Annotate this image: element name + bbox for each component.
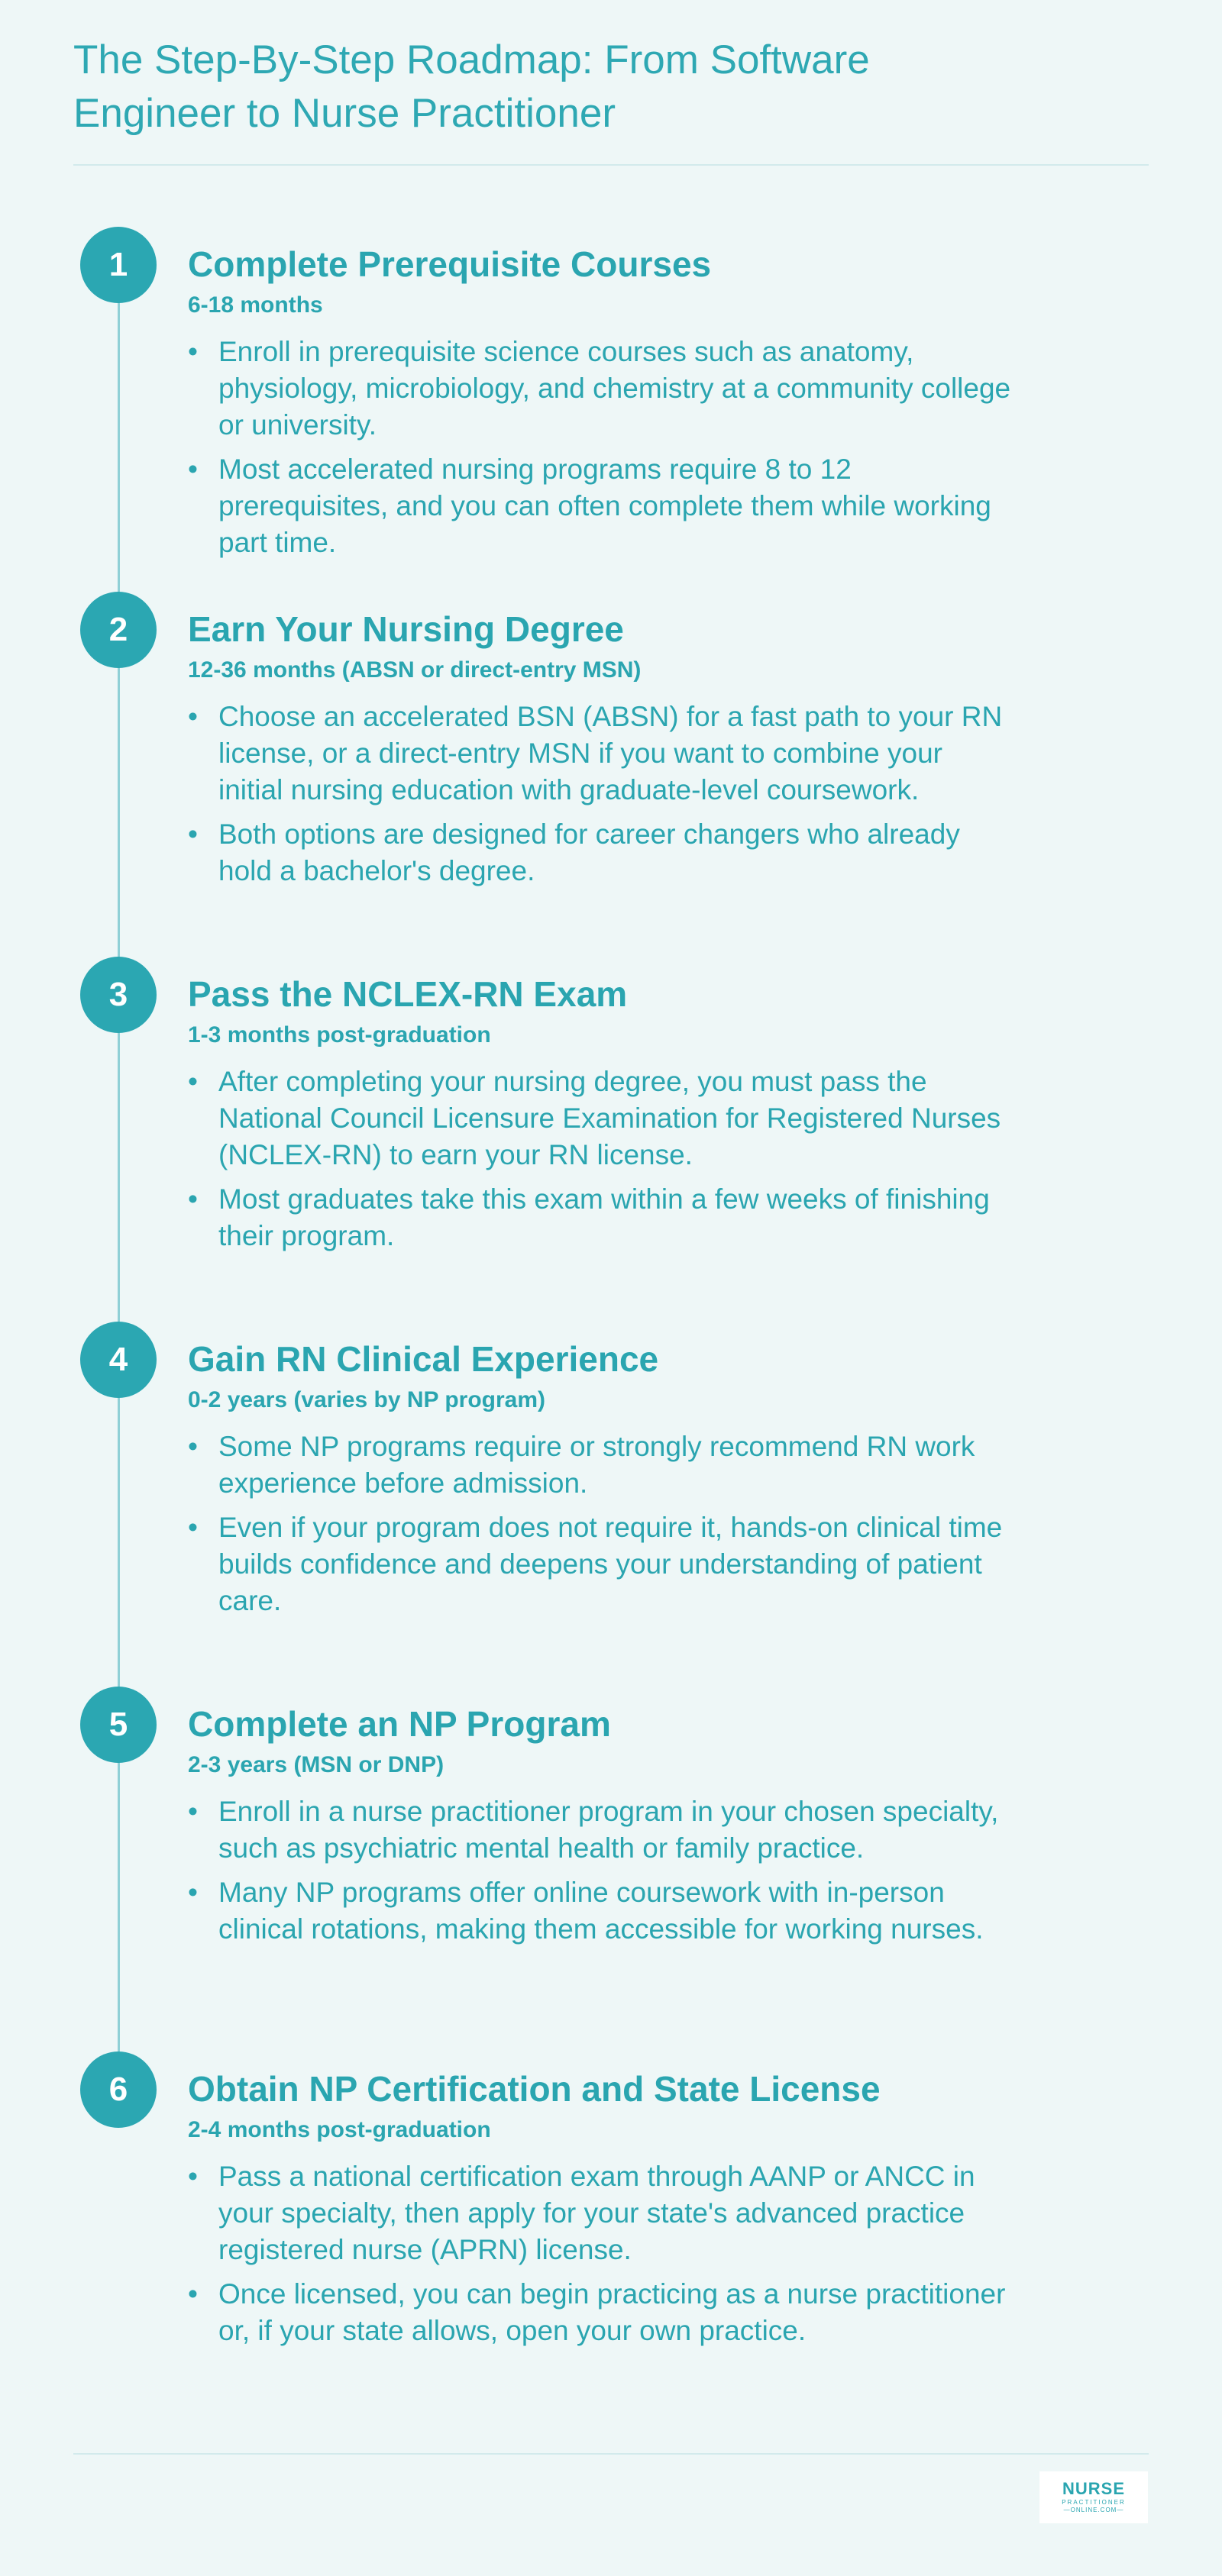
logo-line1: NURSE (1062, 2479, 1125, 2498)
step-title: Earn Your Nursing Degree (188, 609, 624, 649)
step-title: Gain RN Clinical Experience (188, 1339, 659, 1379)
step-title: Complete an NP Program (188, 1704, 611, 1744)
step-number-badge: 5 (80, 1687, 157, 1763)
page-title-line1: The Step-By-Step Roadmap: From Software (73, 37, 870, 82)
bullet-dot-icon: • (188, 1066, 198, 1097)
bullet-text: Most accelerated nursing programs require 8 to 12 prerequisites, and you can often complete them while working part time. (218, 454, 991, 558)
step-number-badge: 6 (80, 2051, 157, 2128)
page-title (73, 34, 1066, 140)
step-duration: 0-2 years (varies by NP program) (188, 1387, 546, 1412)
step-number-badge: 3 (80, 957, 157, 1033)
bullet-text: Pass a national certification exam through AANP or ANCC in your specialty, then apply for your state's advanced practice registered nurse (APRN) license. (218, 2161, 975, 2265)
step-bullet (188, 334, 1013, 444)
step-duration: 2-4 months post-graduation (188, 2117, 491, 2142)
step-bullet-list (188, 1064, 1013, 1262)
step-title: Complete Prerequisite Courses (188, 244, 712, 284)
step-bullet-list (188, 2158, 1013, 2357)
bullet-text: Both options are designed for career changers who already hold a bachelor's degree. (218, 818, 960, 886)
bullet-text: Choose an accelerated BSN (ABSN) for a fast path to your RN license, or a direct-entry MSN if you want to combine your initial nursing education with graduate-level coursework. (218, 701, 1003, 805)
bullet-dot-icon: • (188, 1796, 198, 1827)
bullet-dot-icon: • (188, 454, 198, 485)
bullet-dot-icon: • (188, 1183, 198, 1215)
bottom-divider (73, 2453, 1149, 2455)
step-duration: 1-3 months post-graduation (188, 1022, 491, 1048)
step-bullet (188, 1181, 1013, 1254)
bullet-text: Once licensed, you can begin practicing as a nurse practitioner or, if your state allows, open your own practice. (218, 2278, 1006, 2346)
bullet-dot-icon: • (188, 818, 198, 850)
bullet-text: Enroll in a nurse practitioner program in your chosen specialty, such as psychiatric mental health or family practice. (218, 1796, 999, 1864)
step-bullet (188, 699, 1013, 809)
bullet-text: After completing your nursing degree, you must pass the National Council Licensure Examination for Registered Nurses (NCLEX-RN) to earn your RN license. (218, 1066, 1001, 1170)
bullet-dot-icon: • (188, 1512, 198, 1543)
step-bullet (188, 1064, 1013, 1173)
step-bullet (188, 2158, 1013, 2268)
logo-line2: PRACTITIONER (1062, 2499, 1126, 2506)
step-bullet-list (188, 1793, 1013, 1955)
step-bullet-list (188, 1428, 1013, 1627)
bullet-text: Most graduates take this exam within a few weeks of finishing their program. (218, 1183, 990, 1251)
step-bullet (188, 1793, 1013, 1867)
bullet-text: Even if your program does not require it, hands-on clinical time builds confidence and deepens your understanding of patient care. (218, 1512, 1003, 1616)
step-bullet (188, 2276, 1013, 2349)
timeline-line (118, 229, 120, 2122)
step-bullet (188, 816, 1013, 889)
bullet-text: Some NP programs require or strongly recommend RN work experience before admission. (218, 1431, 975, 1499)
bullet-dot-icon: • (188, 701, 198, 732)
step-bullet (188, 1874, 1013, 1948)
step-number-badge: 1 (80, 227, 157, 303)
step-bullet-list (188, 334, 1013, 569)
step-bullet-list (188, 699, 1013, 897)
page-title-line2: Engineer to Nurse Practitioner (73, 91, 616, 136)
step-bullet (188, 1509, 1013, 1619)
step-number-badge: 2 (80, 592, 157, 668)
bullet-dot-icon: • (188, 2161, 198, 2192)
step-number-badge: 4 (80, 1322, 157, 1398)
nurse-practitioner-online-logo (1039, 2471, 1148, 2523)
step-duration: 6-18 months (188, 292, 323, 318)
bullet-dot-icon: • (188, 336, 198, 367)
bullet-text: Enroll in prerequisite science courses such as anatomy, physiology, microbiology, and chemistry at a community college or university. (218, 336, 1011, 441)
step-title: Obtain NP Certification and State License (188, 2069, 881, 2109)
step-bullet (188, 1428, 1013, 1502)
logo-line3: —ONLINE.COM— (1063, 2507, 1124, 2513)
step-bullet (188, 451, 1013, 561)
step-duration: 12-36 months (ABSN or direct-entry MSN) (188, 657, 642, 683)
bullet-dot-icon: • (188, 1431, 198, 1462)
bullet-text: Many NP programs offer online coursework with in-person clinical rotations, making them accessible for working nurses. (218, 1877, 984, 1945)
bullet-dot-icon: • (188, 1877, 198, 1908)
step-title: Pass the NCLEX-RN Exam (188, 974, 628, 1014)
step-duration: 2-3 years (MSN or DNP) (188, 1752, 445, 1777)
top-divider (73, 164, 1149, 166)
bullet-dot-icon: • (188, 2278, 198, 2310)
